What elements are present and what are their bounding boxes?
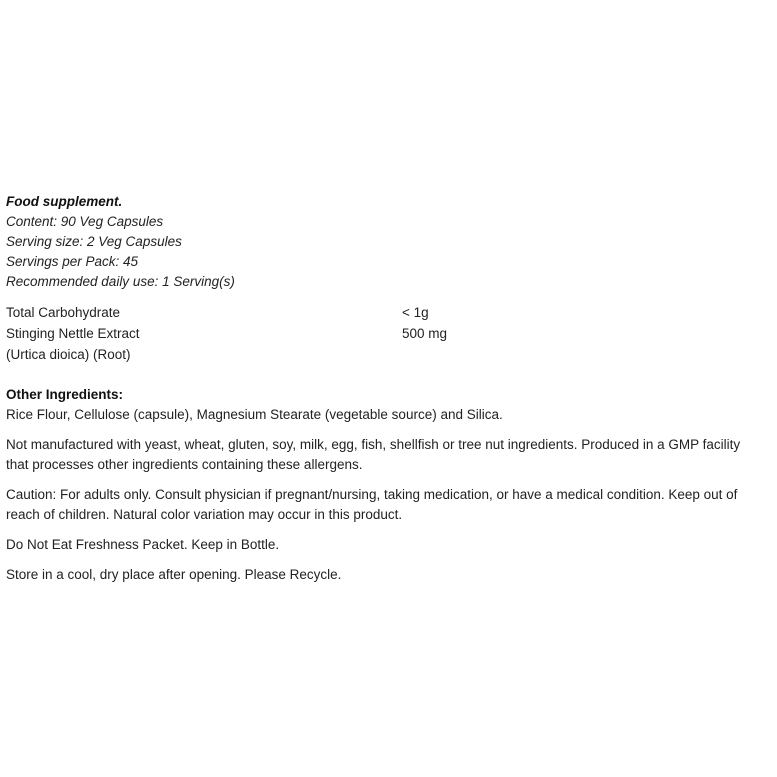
fact-row: [6, 323, 774, 344]
fact-row: [6, 344, 774, 365]
allergen-statement: [6, 435, 774, 475]
fact-name: Total Carbohydrate: [6, 305, 121, 320]
fact-name: Stinging Nettle Extract: [6, 326, 140, 341]
freshness-note: Do Not Eat Freshness Packet. Keep in Bottle.: [6, 537, 280, 552]
other-ingredients-heading: Other Ingredients:: [6, 387, 124, 402]
supplement-info: [6, 192, 774, 585]
serving-size: Serving size: 2 Veg Capsules: [6, 234, 182, 249]
caution-line: reach of children. Natural color variation may occur in this product.: [6, 507, 403, 522]
allergen-line: that processes other ingredients containing these allergens.: [6, 457, 363, 472]
product-type-title: Food supplement.: [6, 194, 123, 209]
storage-note: Store in a cool, dry place after opening. Please Recycle.: [6, 567, 342, 582]
allergen-line: Not manufactured with yeast, wheat, gluten, soy, milk, egg, fish, shellfish or tree nut ingredients. Produced in a GMP facility: [6, 437, 741, 452]
content-count: Content: 90 Veg Capsules: [6, 214, 164, 229]
fact-name: (Urtica dioica) (Root): [6, 347, 131, 362]
caution-statement: [6, 485, 774, 525]
fact-amount: < 1g: [402, 305, 429, 320]
fact-row: [6, 302, 774, 323]
supplement-facts-table: [6, 302, 774, 365]
caution-line: Caution: For adults only. Consult physician if pregnant/nursing, taking medication, or have a medical condition. Keep out of: [6, 487, 738, 502]
servings-per-pack: Servings per Pack: 45: [6, 254, 139, 269]
recommended-daily-use: Recommended daily use: 1 Serving(s): [6, 274, 235, 289]
other-ingredients-text: Rice Flour, Cellulose (capsule), Magnesium Stearate (vegetable source) and Silica.: [6, 407, 503, 422]
fact-amount: 500 mg: [402, 326, 448, 341]
